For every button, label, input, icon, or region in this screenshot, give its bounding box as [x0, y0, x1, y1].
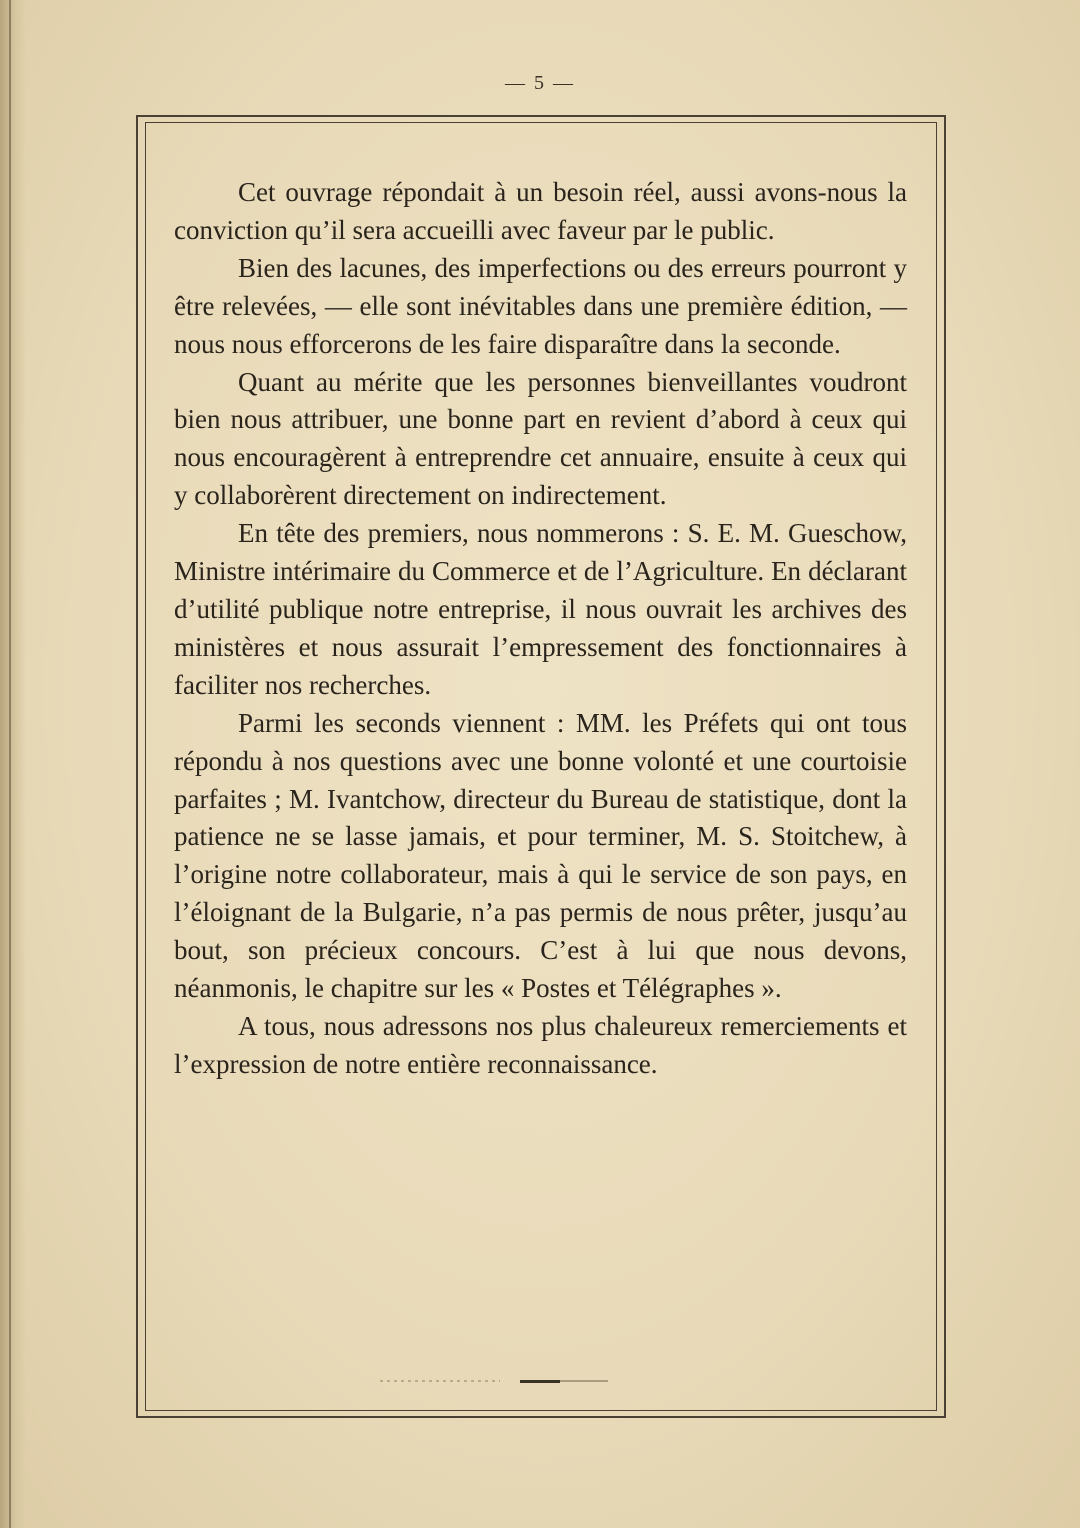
paragraph-4: En tête des premiers, nous nommerons : S. E. M. Gueschow, Ministre intérimaire du Commerce et de l’Agriculture. En déclarant d’utilité publique notre entreprise, il nous ouvrait les archives des ministères et nous assurait l’empressement des fonctionnaires à faciliter nos recherches.	[174, 518, 907, 700]
book-spine-shadow	[0, 0, 26, 1528]
page-number: — 5 —	[505, 72, 575, 94]
paragraph-6: A tous, nous adressons nos plus chaleureux remerciements et l’expression de notre entière reconnaissance.	[174, 1010, 907, 1079]
paragraph-3: Quant au mérite que les personnes bienveillantes voudront bien nous attribuer, une bonne part en revient d’abord à ceux qui nous encouragèrent à entreprendre cet annuaire, ensuite à ceux qui y collaborèrent directement on indirectement.	[174, 366, 907, 511]
closing-ornament	[380, 1372, 610, 1386]
body-text	[174, 174, 907, 1084]
paragraph-1: Cet ouvrage répondait à un besoin réel, aussi avons-nous la conviction qu’il sera accueilli avec faveur par le public.	[174, 177, 907, 245]
spine-edge-line	[9, 0, 11, 1528]
paragraph-5: Parmi les seconds viennent : MM. les Préfets qui ont tous répondu à nos questions avec une bonne volonté et une courtoisie parfaites ; M. Ivantchow, directeur du Bureau de statistique, dont la patience ne se lasse jamais, et pour terminer, M. S. Stoitchew, à l’origine notre collaborateur, mais à qui le service de son pays, en l’éloignant de la Bulgarie, n’a pas permis de nous prêter, jusqu’au bout, son précieux concours. C’est à lui que nous devons, néanmonis, le chapitre sur les « Postes et Télégraphes ».	[174, 707, 907, 1004]
paragraph-2: Bien des lacunes, des imperfections ou des erreurs pourront y être relevées, — elle sont inévitables dans une première édition, — nous nous efforcerons de les faire disparaître dans la seconde.	[174, 252, 907, 359]
